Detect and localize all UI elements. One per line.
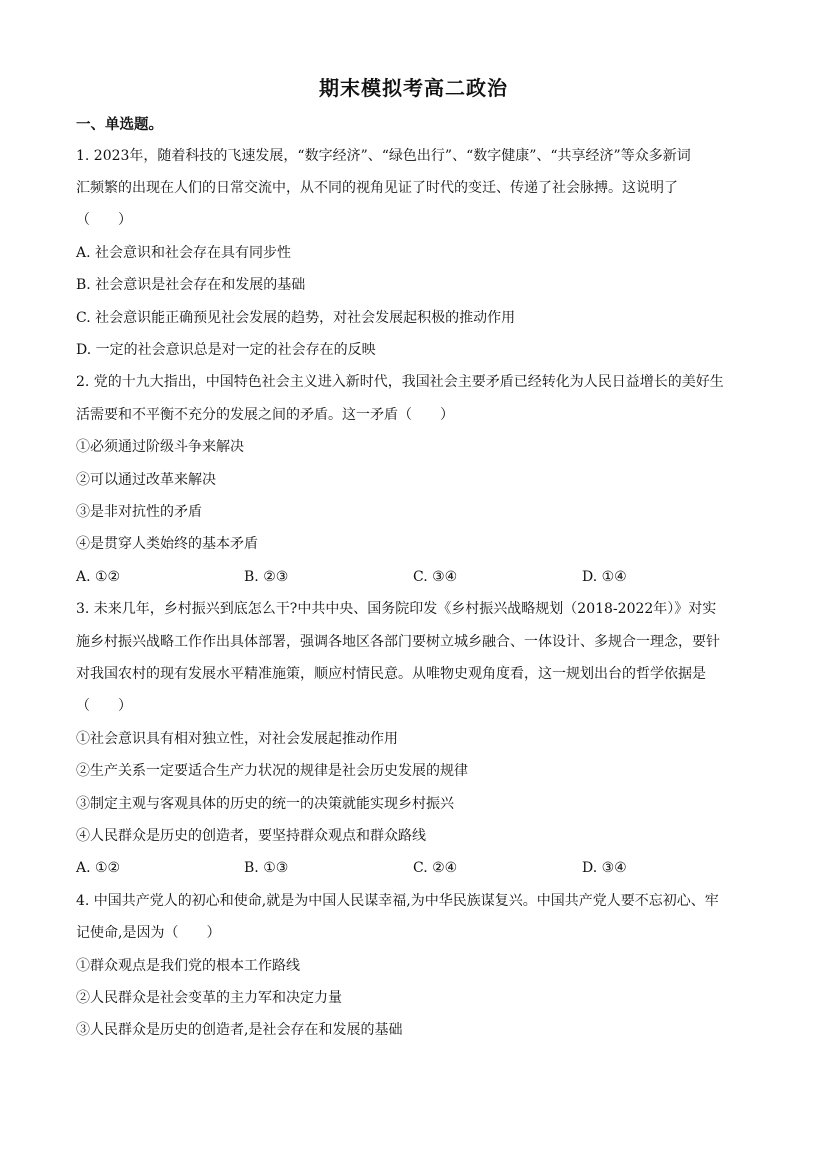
q4-statement-2: ②人民群众是社会变革的主力军和决定力量 [76, 990, 342, 1006]
q3-stem-line-4: （ ） [76, 698, 132, 714]
q3-stem-line-2: 施乡村振兴战略工作作出具体部署，强调各地区各部门要树立城乡融合、一体设计、多规合一理念，要针 [76, 634, 720, 650]
q1-choice-b: B. 社会意识是社会存在和发展的基础 [76, 277, 306, 293]
q2-statement-4: ④是贯穿人类始终的基本矛盾 [76, 536, 258, 552]
q1-choice-a: A. 社会意识和社会存在具有同步性 [76, 245, 292, 261]
section-heading: 一、单选题。 [76, 116, 163, 133]
q3-statement-2: ②生产关系一定要适合生产力状况的规律是社会历史发展的规律 [76, 763, 468, 779]
q4-statement-1: ①群众观点是我们党的根本工作路线 [76, 958, 300, 974]
q1-stem-line-2: 汇频繁的出现在人们的日常交流中，从不同的视角见证了时代的变迁、传递了社会脉搏。这说明了 [76, 180, 678, 196]
q3-statement-3: ③制定主观与客观具体的历史的统一的决策就能实现乡村振兴 [76, 796, 454, 812]
q2-option-a: A. ①② [76, 569, 121, 585]
q3-statement-4: ④人民群众是历史的创造者，要坚持群众观点和群众路线 [76, 828, 426, 844]
q1-choice-c: C. 社会意识能正确预见社会发展的趋势，对社会发展起积极的推动作用 [76, 310, 516, 326]
q1-choice-d: D. 一定的社会意识总是对一定的社会存在的反映 [76, 342, 376, 358]
q3-stem-line-3: 对我国农村的现有发展水平精准施策，顺应村情民意。从唯物史观角度看，这一规划出台的哲学依据是 [76, 666, 706, 682]
q3-option-d: D. ③④ [582, 860, 627, 876]
q2-statement-3: ③是非对抗性的矛盾 [76, 504, 202, 520]
q1-stem-line-1: 1. 2023年，随着科技的飞速发展，“数字经济”、“绿色出行”、“数字健康”、“共享经济”等众多新词 [76, 148, 691, 164]
page-title: 期末模拟考高二政治 [319, 76, 508, 100]
q2-statement-1: ①必须通过阶级斗争来解决 [76, 439, 244, 455]
q2-stem-line-2: 活需要和不平衡不充分的发展之间的矛盾。这一矛盾（ ） [76, 407, 454, 423]
q2-option-b: B. ②③ [244, 569, 289, 585]
q4-stem-line-2: 记使命,是因为（ ） [76, 925, 221, 941]
q2-statement-2: ②可以通过改革来解决 [76, 472, 216, 488]
q3-options [76, 859, 756, 877]
q3-statement-1: ①社会意识具有相对独立性，对社会发展起推动作用 [76, 731, 398, 747]
q2-option-c: C. ③④ [413, 569, 458, 585]
q4-statement-3: ③人民群众是历史的创造者,是社会存在和发展的基础 [76, 1022, 403, 1038]
q1-stem-line-3: （ ） [76, 212, 132, 228]
q3-option-a: A. ①② [76, 860, 121, 876]
q3-option-b: B. ①③ [244, 860, 289, 876]
q4-stem-line-1: 4. 中国共产党人的初心和使命,就是为中国人民谋幸福,为中华民族谋复兴。中国共产党人要不忘初心、牢 [76, 893, 719, 909]
q3-stem-line-1: 3. 未来几年，乡村振兴到底怎么干?中共中央、国务院印发《乡村振兴战略规划（2018-2022年）》对实 [76, 601, 717, 617]
q2-stem-line-1: 2. 党的十九大指出，中国特色社会主义进入新时代，我国社会主要矛盾已经转化为人民日益增长的美好生 [76, 374, 724, 390]
q2-options [76, 568, 756, 586]
q3-option-c: C. ②④ [413, 860, 458, 876]
q2-option-d: D. ①④ [582, 569, 627, 585]
